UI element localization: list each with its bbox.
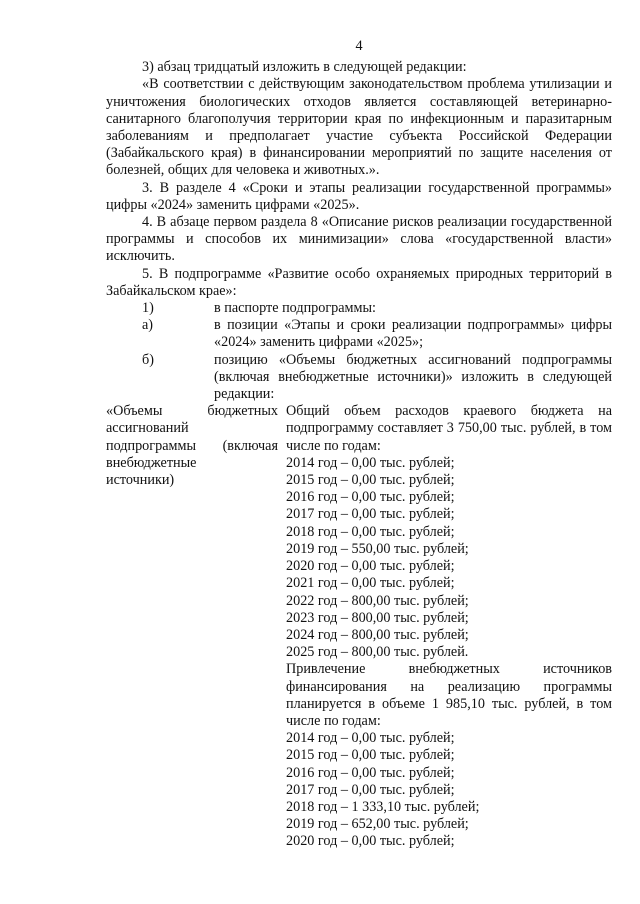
year-row: 2014 год – 0,00 тыс. рублей; <box>286 454 455 471</box>
year-row: 2014 год – 0,00 тыс. рублей; <box>286 730 455 747</box>
year-row: 2017 год – 0,00 тыс. рублей; <box>286 506 455 523</box>
paragraph-section-8: 4. В абзаце первом раздела 8 «Описание рисков реализации государственной программы и способов их минимизации» слова «государственной власти» исключить. <box>106 214 612 265</box>
extra-intro: Привлечение внебюджетных источников финансирования на реализацию программы планируется в объеме 1 985,10 тыс. рублей, в том числе по годам: <box>286 661 612 729</box>
item-number: 1) <box>142 300 154 317</box>
budget-intro: Общий объем расходов краевого бюджета на подпрограмму составляет 3 750,00 тыс. рублей, в том числе по годам: <box>286 403 612 454</box>
page-number: 4 <box>355 38 363 54</box>
paragraph-subprogram: 5. В подпрограмме «Развитие особо охраняемых природных территорий в Забайкальском крае»: <box>106 265 612 299</box>
left-line: внебюджетные <box>106 454 197 471</box>
table-right-column <box>286 403 612 850</box>
year-row: 2025 год – 800,00 тыс. рублей. <box>286 644 469 661</box>
paragraph-section-4: 3. В разделе 4 «Сроки и этапы реализации государственной программы» цифры «2024» заменить цифрами «2025». <box>106 179 612 213</box>
year-row: 2021 год – 0,00 тыс. рублей; <box>286 575 455 592</box>
year-row: 2023 год – 800,00 тыс. рублей; <box>286 609 469 626</box>
year-row: 2022 год – 800,00 тыс. рублей; <box>286 592 469 609</box>
year-row: 2018 год – 0,00 тыс. рублей; <box>286 523 455 540</box>
left-line: ассигнований <box>106 420 189 437</box>
left-line: подпрограммы (включая <box>106 437 278 454</box>
list-item <box>106 352 612 404</box>
table-left-column <box>106 403 278 850</box>
list-item <box>106 317 612 351</box>
item-number: б) <box>142 351 154 368</box>
year-row: 2018 год – 1 333,10 тыс. рублей; <box>286 798 480 815</box>
year-row: 2016 год – 0,00 тыс. рублей; <box>286 764 455 781</box>
year-row: 2024 год – 800,00 тыс. рублей; <box>286 626 469 643</box>
paragraph-abzac-30: 3) абзац тридцатый изложить в следующей редакции: <box>142 59 467 76</box>
year-row: 2019 год – 550,00 тыс. рублей; <box>286 540 469 557</box>
year-row: 2019 год – 652,00 тыс. рублей; <box>286 816 469 833</box>
year-row: 2020 год – 0,00 тыс. рублей; <box>286 833 455 850</box>
item-number: а) <box>142 317 154 334</box>
extra-years-list <box>286 730 612 850</box>
left-line: источники) <box>106 472 175 489</box>
item-text: в позиции «Этапы и сроки реализации подпрограммы» цифры «2024» заменить цифрами «2025»; <box>214 317 612 351</box>
year-row: 2015 год – 0,00 тыс. рублей; <box>286 472 455 489</box>
paragraph-quote: «В соответствии с действующим законодательством проблема утилизации и уничтожения биологических отходов является составляющей ветеринарно-санитарного благополучия территории края по инфекционным и паразитарным заболеваниям и предполагает участие субъекта Российской Федерации (Забайкальского края) в финансировании мероприятий по защите населения от болезней, общих для человека и животных.». <box>106 76 612 179</box>
year-row: 2016 год – 0,00 тыс. рублей; <box>286 489 455 506</box>
left-line: «Объемы бюджетных <box>106 403 278 420</box>
budget-years-list <box>286 455 612 661</box>
year-row: 2020 год – 0,00 тыс. рублей; <box>286 558 455 575</box>
passport-table <box>106 403 612 850</box>
list-item <box>106 300 612 317</box>
document-page <box>106 38 612 851</box>
year-row: 2015 год – 0,00 тыс. рублей; <box>286 747 455 764</box>
item-text: в паспорте подпрограммы: <box>214 300 376 317</box>
item-text: позицию «Объемы бюджетных ассигнований подпрограммы (включая внебюджетные источники)» изложить в следующей редакции: <box>214 351 612 403</box>
year-row: 2017 год – 0,00 тыс. рублей; <box>286 781 455 798</box>
